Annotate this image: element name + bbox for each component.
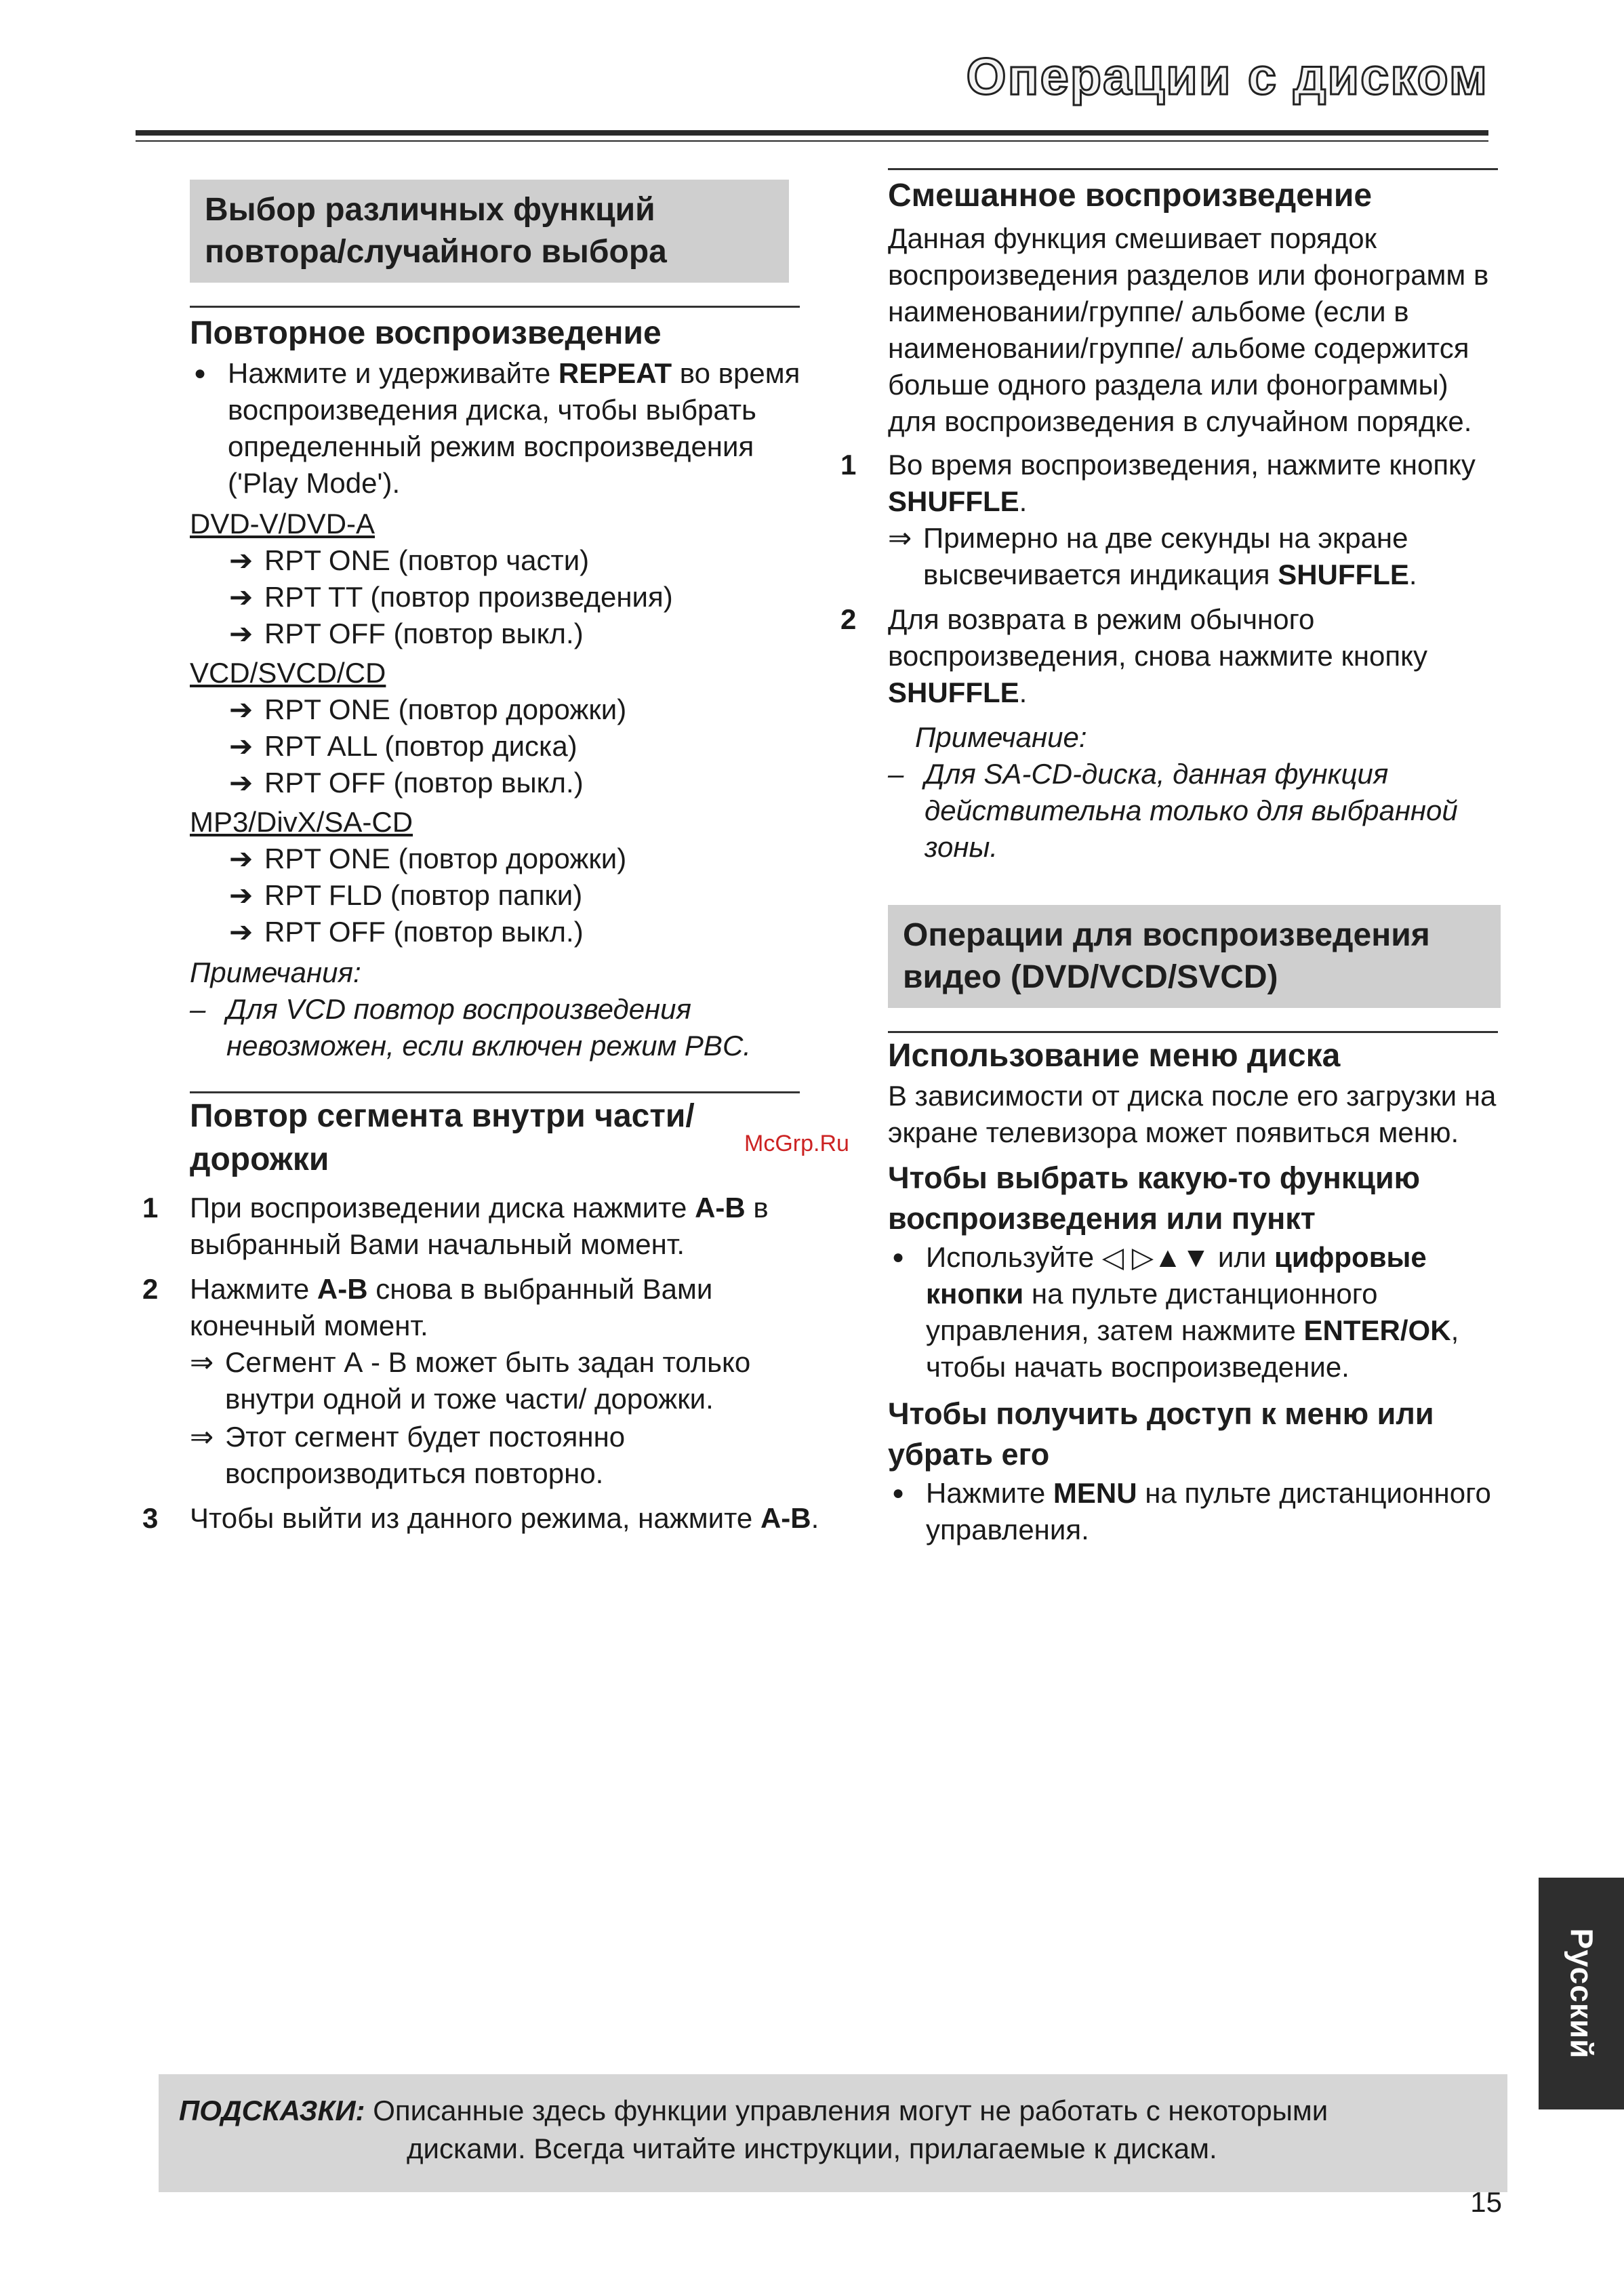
repeat-key: REPEAT (558, 357, 672, 389)
select-function-heading: Чтобы выбрать какую-то функцию воспроизведения или пункт (888, 1160, 1421, 1236)
group-label: VCD/SVCD/CD (190, 657, 386, 689)
mp3-group (190, 804, 820, 950)
step-text: в выбранный Вами начальный момент. (190, 1192, 769, 1260)
result-text: Этот сегмент будет постоянно воспроизводиться повторно. (225, 1421, 626, 1489)
list-item (229, 728, 820, 765)
step-text: Нажмите (190, 1273, 317, 1305)
step-item (142, 1500, 820, 1537)
options-list (190, 691, 820, 801)
step-text: . (811, 1502, 819, 1534)
section-box-video-ops (888, 905, 1501, 1008)
language-tab-label: Русский (1564, 1928, 1599, 2059)
list-item (229, 542, 820, 579)
step-number: 2 (840, 603, 857, 635)
shuffle-heading: Смешанное воспроизведение (888, 178, 1373, 214)
bullet-text: Нажмите и удерживайте (228, 357, 559, 389)
result-item (190, 1344, 820, 1417)
select-function-bullet (888, 1239, 1498, 1386)
heading-line: дорожки (190, 1142, 329, 1177)
bullet-text: на пульте дистанционного управления. (926, 1477, 1491, 1545)
menu-intro: В зависимости от диска после его загрузки на экране телевизора может появиться меню. (888, 1080, 1497, 1148)
heading-line: Повтор сегмента внутри части/ (190, 1098, 695, 1134)
list-item (229, 877, 820, 914)
bullet-text: на пульте дистанционного управления, затем нажмите (926, 1278, 1378, 1346)
bullet-icon: ● (892, 1246, 905, 1268)
arrow-icon: ➔ (229, 767, 253, 799)
arrow-icon: ➔ (229, 879, 253, 911)
segment-steps (142, 1190, 820, 1537)
step-number: 1 (840, 449, 857, 481)
section-box-repeat-random (190, 180, 789, 283)
language-tab (1539, 1878, 1624, 2109)
step-text: Во время воспроизведения, нажмите кнопку (888, 449, 1476, 481)
key-label: цифровые кнопки (926, 1241, 1427, 1310)
list-item-text: RPT ALL (повтор диска) (264, 730, 577, 762)
menu-access-bullet (888, 1475, 1498, 1548)
list-item-text: RPT ONE (повтор дорожки) (264, 843, 627, 874)
page-title: Операции с диском (966, 48, 1488, 106)
hint-label: ПОДСКАЗКИ: (179, 2095, 365, 2126)
result-text: Примерно на две секунды на экране высвечивается индикация (923, 522, 1408, 590)
bullet-text: Нажмите (926, 1477, 1053, 1509)
section-rule (190, 306, 800, 308)
menu-access-heading: Чтобы получить доступ к меню или убрать его (888, 1396, 1434, 1472)
step-item (840, 601, 1498, 711)
list-item-text: RPT OFF (повтор выкл.) (264, 916, 584, 948)
arrow-icon: ➔ (229, 544, 253, 576)
list-item (229, 914, 820, 950)
key-label: ENTER/OK (1303, 1314, 1451, 1346)
step-number: 1 (142, 1192, 159, 1224)
note-text: Для SA-CD-диска, данная функция действительна только для выбранной зоны. (925, 758, 1458, 863)
box-title-line: Выбор различных функций (205, 192, 655, 228)
section-rule (888, 1031, 1498, 1033)
note-item (888, 756, 1498, 866)
list-item (229, 841, 820, 877)
key-label: A-B (760, 1502, 811, 1534)
note-label: Примечание: (915, 721, 1087, 753)
notes-label: Примечания: (190, 956, 361, 988)
box-title-line: Операции для воспроизведения (903, 917, 1430, 953)
key-label: A-B (317, 1273, 368, 1305)
group-label: DVD-V/DVD-A (190, 508, 375, 540)
list-item (229, 765, 820, 801)
left-column (142, 180, 820, 1537)
arrow-icon: ➔ (229, 581, 253, 613)
vcd-group (190, 655, 820, 801)
repeat-bullet (190, 355, 820, 502)
section-rule (888, 168, 1498, 170)
result-text: . (1408, 559, 1417, 590)
box-title-line: повтора/случайного выбора (205, 234, 667, 270)
key-label: A-B (695, 1192, 746, 1224)
dvd-group (190, 506, 820, 652)
step-text: Для возврата в режим обычного воспроизведения, снова нажмите кнопку (888, 603, 1427, 672)
repeat-heading: Повторное воспроизведение (190, 315, 662, 351)
step-text: Чтобы выйти из данного режима, нажмите (190, 1502, 760, 1534)
hint-box (159, 2074, 1507, 2192)
bullet-text: Используйте (926, 1241, 1102, 1273)
key-label: SHUFFLE (888, 676, 1019, 708)
group-label: MP3/DivX/SA-CD (190, 806, 413, 838)
key-label: MENU (1053, 1477, 1137, 1509)
result-text: Сегмент А - В может быть задан только внутри одной и тоже части/ дорожки. (225, 1346, 751, 1415)
arrow-icon: ➔ (229, 618, 253, 649)
result-item (190, 1419, 820, 1492)
hint-text: дисками. Всегда читайте инструкции, прилагаемые к дискам. (407, 2133, 1217, 2164)
title-rule (136, 130, 1488, 136)
double-arrow-icon: ⇒ (888, 522, 912, 554)
title-rule-thin (136, 140, 1488, 142)
segment-heading (190, 1095, 820, 1181)
list-item-text: RPT TT (повтор произведения) (264, 581, 673, 613)
bullet-icon: ● (892, 1482, 905, 1504)
shuffle-intro: Данная функция смешивает порядок воспроизведения разделов или фонограмм в наименовании/группе/ альбоме (если в наименовании/группе/ альбоме содержится больше одного раздела или фонограммы) для воспроизведения в случайном порядке. (888, 222, 1489, 437)
step-item (840, 447, 1498, 520)
bullet-text: или (1210, 1241, 1274, 1273)
double-arrow-icon: ⇒ (190, 1346, 214, 1378)
watermark: McGrp.Ru (744, 1131, 849, 1156)
box-title-line: видео (DVD/VCD/SVCD) (903, 959, 1278, 995)
menu-heading: Использование меню диска (888, 1038, 1341, 1074)
page-number: 15 (1470, 2186, 1502, 2218)
hint-text: Описанные здесь функции управления могут не работать с некоторыми (373, 2095, 1328, 2126)
key-label: SHUFFLE (888, 485, 1019, 517)
double-arrow-icon: ⇒ (190, 1421, 214, 1453)
bullet-text: , чтобы начать воспроизведение. (926, 1314, 1459, 1383)
options-list (190, 841, 820, 950)
note-text: Для VCD повтор воспроизведения невозможен, если включен режим PBC. (226, 993, 751, 1062)
key-label: SHUFFLE (1278, 559, 1409, 590)
dash-icon: – (190, 993, 206, 1025)
shuffle-steps (840, 447, 1498, 711)
bullet-text: во время воспроизведения диска, чтобы выбрать определенный режим воспроизведения ('Play Mode'). (228, 357, 800, 499)
note-item (190, 991, 773, 1064)
step-number: 3 (142, 1502, 159, 1534)
list-item (229, 691, 820, 728)
list-item-text: RPT ONE (повтор части) (264, 544, 590, 576)
step-item (142, 1271, 820, 1344)
arrow-icon: ➔ (229, 693, 253, 725)
step-text: При воспроизведении диска нажмите (190, 1192, 695, 1224)
navigation-arrows-icon: ◁ ▷▲▼ (1101, 1241, 1211, 1273)
list-item (229, 615, 820, 652)
result-item (888, 520, 1498, 593)
arrow-icon: ➔ (229, 843, 253, 874)
options-list (190, 542, 820, 652)
list-item-text: RPT ONE (повтор дорожки) (264, 693, 627, 725)
step-item (142, 1190, 820, 1263)
arrow-icon: ➔ (229, 730, 253, 762)
step-text: снова в выбранный Вами конечный момент. (190, 1273, 713, 1341)
bullet-icon: ● (194, 362, 207, 384)
step-number: 2 (142, 1273, 159, 1305)
arrow-icon: ➔ (229, 916, 253, 948)
list-item-text: RPT OFF (повтор выкл.) (264, 618, 584, 649)
step-text: . (1019, 676, 1028, 708)
list-item (229, 579, 820, 615)
list-item-text: RPT FLD (повтор папки) (264, 879, 583, 911)
dash-icon: – (888, 758, 904, 790)
step-text: . (1019, 485, 1028, 517)
list-item-text: RPT OFF (повтор выкл.) (264, 767, 584, 799)
right-column (840, 168, 1498, 1548)
section-rule (190, 1091, 800, 1093)
